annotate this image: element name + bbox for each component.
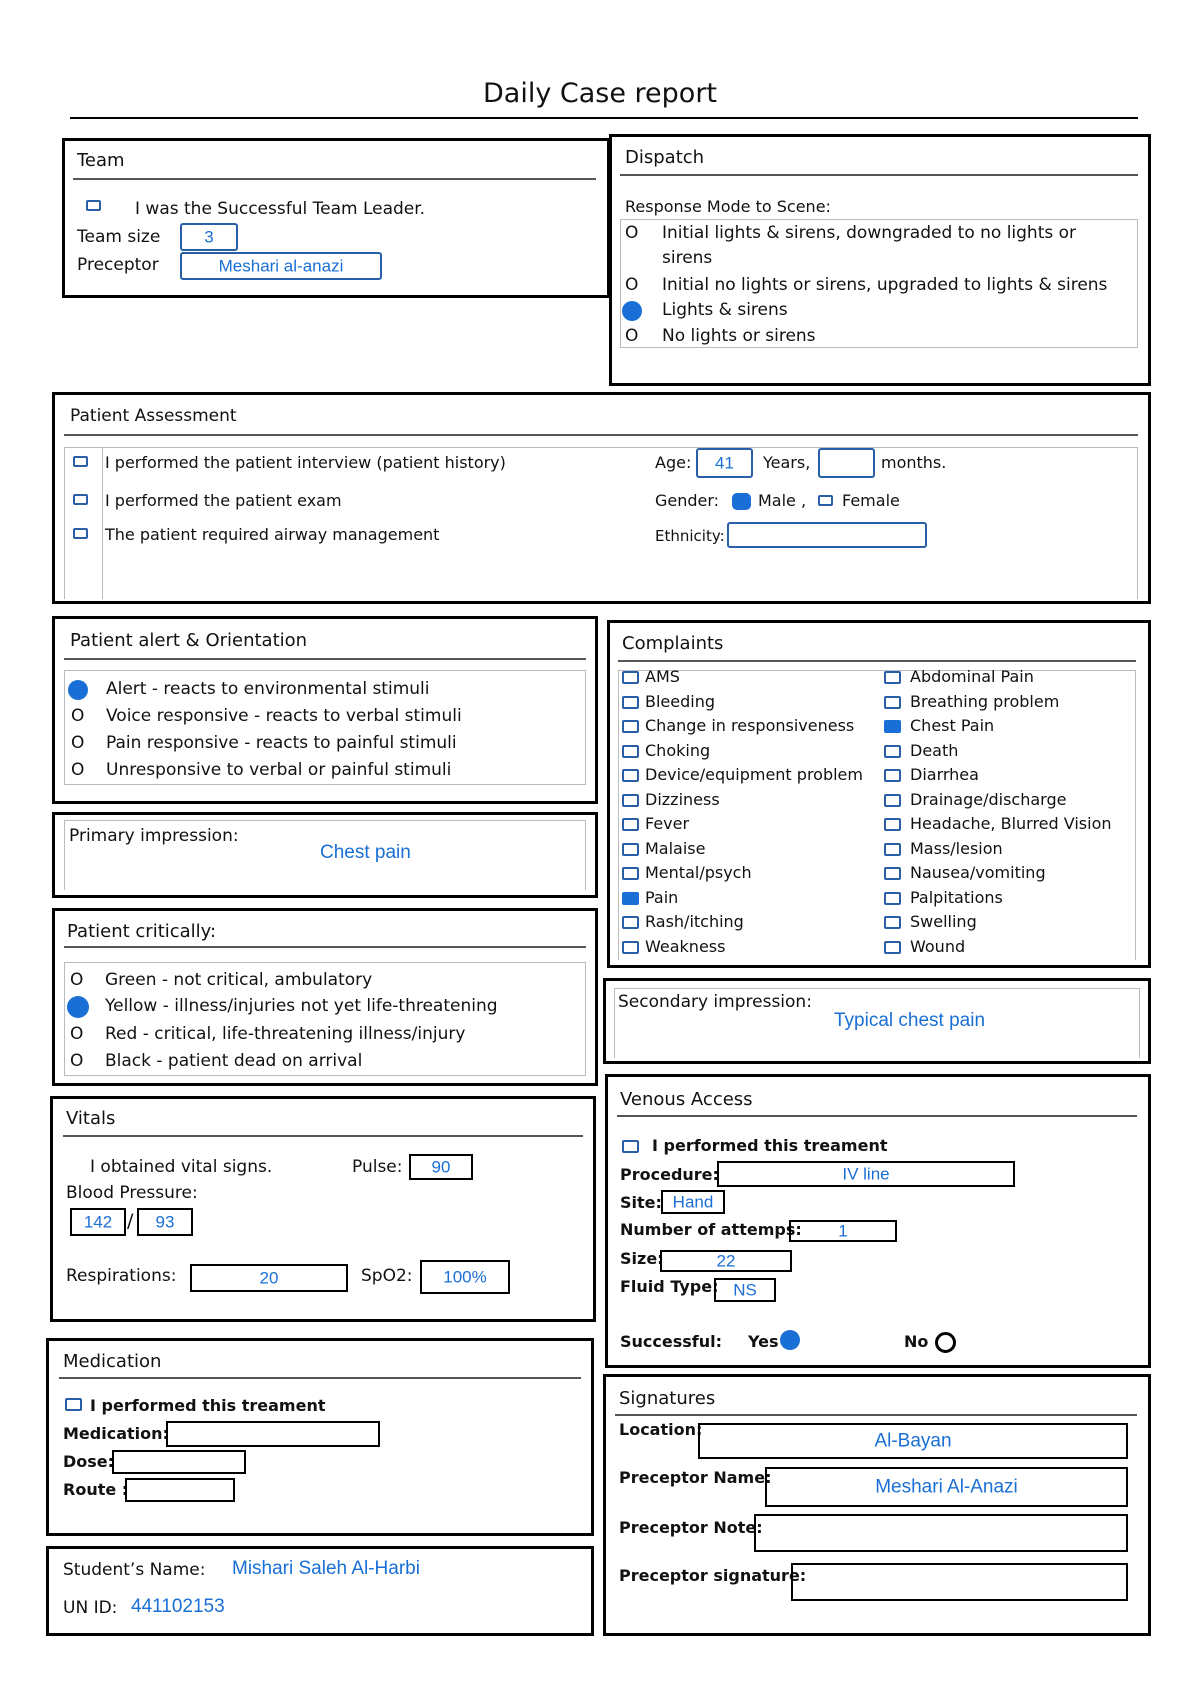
preceptor-name-label: Preceptor Name:: [619, 1468, 772, 1487]
fluid-type-field[interactable]: NS: [714, 1278, 776, 1302]
medication-heading: Medication: [63, 1351, 162, 1372]
interview-label: I performed the patient interview (patient history): [105, 453, 506, 472]
complaint-bleeding-checkbox[interactable]: [622, 696, 639, 709]
complaint-mass-lesion-label: Mass/lesion: [910, 838, 1003, 858]
location-label: Location:: [619, 1420, 703, 1439]
primary-impression-value[interactable]: Chest pain: [320, 842, 411, 863]
student-name-value[interactable]: Mishari Saleh Al-Harbi: [232, 1558, 420, 1579]
dispatch-divider: [620, 174, 1138, 176]
complaint-device-equipment-problem-checkbox[interactable]: [622, 769, 639, 782]
complaint-wound-checkbox[interactable]: [884, 941, 901, 954]
spo2-field[interactable]: 100%: [420, 1260, 510, 1294]
student-id-label: UN ID:: [63, 1598, 118, 1618]
complaint-headache-blurred-vision-label: Headache, Blurred Vision: [910, 814, 1112, 833]
secondary-impression-value[interactable]: Typical chest pain: [834, 1010, 986, 1031]
complaints-heading: Complaints: [622, 633, 724, 654]
successful-no-radio[interactable]: [935, 1332, 956, 1353]
preceptor-note-label: Preceptor Note:: [619, 1518, 763, 1537]
pulse-label: Pulse:: [352, 1157, 403, 1177]
vitals-obtained-label: I obtained vital signs.: [90, 1157, 273, 1177]
criticality-option-3-marker[interactable]: O: [70, 1024, 84, 1044]
criticality-option-2-radio-selected[interactable]: [67, 996, 89, 1018]
successful-yes-radio-selected[interactable]: [780, 1330, 800, 1350]
bp-systolic-field[interactable]: 142: [70, 1208, 126, 1236]
alert-option-2-label: Voice responsive - reacts to verbal stimuli: [106, 706, 462, 726]
student-name-label: Student’s Name:: [63, 1560, 206, 1580]
title-divider: [70, 117, 1138, 119]
complaint-pain-label: Pain: [645, 887, 679, 907]
complaint-palpitations-label: Palpitations: [910, 887, 1003, 907]
successful-yes-label: Yes: [748, 1332, 779, 1351]
response-mode-label: Response Mode to Scene:: [625, 197, 831, 216]
team-leader-checkbox[interactable]: [86, 200, 101, 211]
complaint-death-label: Death: [910, 740, 959, 760]
route-label: Route :: [63, 1480, 129, 1499]
alert-divider: [64, 658, 586, 660]
age-label: Age:: [655, 453, 692, 472]
successful-no-label: No: [904, 1332, 929, 1351]
alert-option-3-marker[interactable]: O: [71, 733, 85, 753]
complaint-breathing-problem-label: Breathing problem: [910, 691, 1060, 711]
dispatch-option-1-marker[interactable]: O: [625, 223, 639, 243]
complaint-ams-label: AMS: [645, 667, 680, 686]
dose-label: Dose:: [63, 1452, 115, 1471]
site-field[interactable]: Hand: [661, 1190, 725, 1214]
complaint-malaise-label: Malaise: [645, 838, 706, 858]
criticality-divider: [64, 946, 586, 948]
dispatch-option-3-label: Lights & sirens: [662, 300, 788, 320]
venous-performed-checkbox[interactable]: [622, 1140, 639, 1153]
dispatch-option-1-label-cont: sirens: [662, 248, 713, 268]
medication-performed-label: I performed this treament: [90, 1396, 326, 1415]
dispatch-heading: Dispatch: [625, 147, 705, 168]
exam-label: I performed the patient exam: [105, 491, 342, 510]
size-label: Size:: [620, 1249, 664, 1268]
dispatch-option-2-label: Initial no lights or sirens, upgraded to lights & sirens: [662, 275, 1108, 295]
complaint-change-in-responsiveness-label: Change in responsiveness: [645, 716, 855, 735]
team-heading: Team: [77, 150, 125, 171]
procedure-field[interactable]: IV line: [717, 1161, 1015, 1187]
alert-option-2-marker[interactable]: O: [71, 706, 85, 726]
vitals-heading: Vitals: [66, 1108, 116, 1129]
respirations-field[interactable]: 20: [190, 1264, 348, 1292]
medication-field[interactable]: [166, 1421, 380, 1447]
venous-divider: [617, 1115, 1137, 1117]
ethnicity-label: Ethnicity:: [655, 527, 725, 545]
patient-assessment-heading: Patient Assessment: [70, 406, 237, 426]
criticality-option-4-marker[interactable]: O: [70, 1051, 84, 1071]
alert-option-1-label: Alert - reacts to environmental stimuli: [106, 679, 430, 699]
attempts-label: Number of attemps:: [620, 1220, 802, 1239]
complaint-fever-checkbox[interactable]: [622, 818, 639, 831]
vitals-divider: [63, 1135, 583, 1137]
bp-separator: /: [127, 1210, 134, 1232]
signatures-heading: Signatures: [619, 1388, 716, 1409]
dispatch-option-1-label: Initial lights & sirens, downgraded to no lights or: [662, 223, 1077, 243]
preceptor-field[interactable]: Meshari al-anazi: [180, 252, 382, 280]
months-field[interactable]: [818, 448, 875, 478]
airway-label: The patient required airway management: [105, 525, 440, 544]
criticality-option-3-label: Red - critical, life-threatening illness/injury: [105, 1024, 466, 1044]
route-field[interactable]: [125, 1478, 235, 1502]
complaint-drainage-discharge-label: Drainage/discharge: [910, 789, 1067, 809]
dose-field[interactable]: [112, 1450, 246, 1474]
preceptor-signature-label: Preceptor signature:: [619, 1566, 807, 1585]
dispatch-option-4-marker[interactable]: O: [625, 326, 639, 346]
complaint-headache-blurred-vision-checkbox[interactable]: [884, 818, 901, 831]
complaint-diarrhea-checkbox[interactable]: [884, 769, 901, 782]
years-label: Years,: [763, 453, 811, 472]
alert-option-1-radio-selected[interactable]: [68, 680, 88, 700]
assessment-divider: [64, 434, 1138, 436]
team-leader-label: I was the Successful Team Leader.: [135, 199, 426, 219]
complaint-nausea-vomiting-checkbox[interactable]: [884, 867, 901, 880]
complaint-wound-label: Wound: [910, 936, 966, 956]
alert-option-4-label: Unresponsive to verbal or painful stimuli: [106, 760, 452, 780]
complaint-diarrhea-label: Diarrhea: [910, 765, 979, 784]
alert-option-4-marker[interactable]: O: [71, 760, 85, 780]
medication-label: Medication:: [63, 1424, 169, 1443]
criticality-heading: Patient critically:: [67, 921, 217, 942]
secondary-impression-label: Secondary impression:: [618, 992, 812, 1012]
complaint-dizziness-label: Dizziness: [645, 789, 720, 809]
procedure-label: Procedure:: [620, 1165, 719, 1184]
complaint-abdominal-pain-label: Abdominal Pain: [910, 667, 1034, 686]
signatures-divider: [615, 1414, 1137, 1416]
team-size-label: Team size: [77, 227, 161, 247]
criticality-option-1-marker[interactable]: O: [70, 970, 84, 990]
airway-checkbox[interactable]: [73, 528, 88, 539]
complaint-rash-itching-label: Rash/itching: [645, 912, 744, 931]
criticality-option-4-label: Black - patient dead on arrival: [105, 1051, 363, 1071]
location-field[interactable]: Al-Bayan: [698, 1423, 1128, 1459]
complaint-swelling-checkbox[interactable]: [884, 916, 901, 929]
successful-label: Successful:: [620, 1332, 723, 1351]
female-label: Female: [842, 491, 900, 510]
complaint-drainage-discharge-checkbox[interactable]: [884, 794, 901, 807]
complaint-rash-itching-checkbox[interactable]: [622, 916, 639, 929]
team-size-field[interactable]: 3: [180, 223, 238, 251]
complaints-divider: [618, 660, 1136, 662]
complaint-device-equipment-problem-label: Device/equipment problem: [645, 765, 863, 784]
complaint-nausea-vomiting-label: Nausea/vomiting: [910, 863, 1046, 882]
gender-label: Gender:: [655, 491, 720, 510]
complaint-ams-checkbox[interactable]: [622, 671, 639, 684]
complaint-mental-psych-checkbox[interactable]: [622, 867, 639, 880]
venous-performed-label: I performed this treament: [652, 1136, 888, 1155]
complaint-weakness-label: Weakness: [645, 936, 726, 956]
venous-access-heading: Venous Access: [620, 1089, 753, 1110]
respirations-label: Respirations:: [66, 1266, 177, 1286]
pulse-field[interactable]: 90: [409, 1154, 473, 1180]
spo2-label: SpO2:: [361, 1266, 413, 1286]
exam-checkbox[interactable]: [73, 494, 88, 505]
site-label: Site:: [620, 1193, 662, 1212]
complaint-swelling-label: Swelling: [910, 912, 977, 931]
preceptor-label: Preceptor: [77, 255, 159, 275]
bp-diastolic-field[interactable]: 93: [137, 1208, 193, 1236]
complaint-dizziness-checkbox[interactable]: [622, 794, 639, 807]
dispatch-option-4-label: No lights or sirens: [662, 326, 816, 346]
complaint-palpitations-checkbox[interactable]: [884, 892, 901, 905]
page-title: Daily Case report: [482, 78, 718, 109]
medication-divider: [59, 1377, 581, 1379]
complaint-malaise-checkbox[interactable]: [622, 843, 639, 856]
age-field[interactable]: 41: [696, 448, 753, 478]
complaint-fever-label: Fever: [645, 814, 690, 833]
criticality-option-1-label: Green - not critical, ambulatory: [105, 970, 373, 990]
interview-checkbox[interactable]: [73, 456, 88, 467]
student-id-value[interactable]: 441102153: [131, 1596, 225, 1617]
complaint-choking-label: Choking: [645, 740, 711, 760]
complaint-weakness-checkbox[interactable]: [622, 941, 639, 954]
preceptor-note-field[interactable]: [754, 1514, 1128, 1552]
criticality-option-2-label: Yellow - illness/injuries not yet life-threatening: [105, 996, 498, 1016]
dispatch-option-2-marker[interactable]: O: [625, 275, 639, 295]
dispatch-option-3-radio-selected[interactable]: [622, 301, 642, 321]
size-field[interactable]: 22: [660, 1250, 792, 1272]
complaint-death-checkbox[interactable]: [884, 745, 901, 758]
complaint-mass-lesion-checkbox[interactable]: [884, 843, 901, 856]
fluid-type-label: Fluid Type:: [620, 1277, 719, 1296]
female-checkbox[interactable]: [818, 495, 833, 506]
assessment-column-line: [102, 447, 103, 599]
complaint-mental-psych-label: Mental/psych: [645, 863, 752, 882]
complaint-chest-pain-checkbox[interactable]: [884, 720, 901, 733]
blood-pressure-label: Blood Pressure:: [66, 1183, 198, 1203]
complaint-change-in-responsiveness-checkbox[interactable]: [622, 720, 639, 733]
ethnicity-field[interactable]: [727, 522, 927, 548]
complaint-breathing-problem-checkbox[interactable]: [884, 696, 901, 709]
alert-option-3-label: Pain responsive - reacts to painful stimuli: [106, 733, 457, 753]
complaint-choking-checkbox[interactable]: [622, 745, 639, 758]
attempts-field[interactable]: 1: [789, 1220, 897, 1242]
male-label: Male ,: [758, 491, 807, 510]
complaint-bleeding-label: Bleeding: [645, 691, 716, 711]
preceptor-name-field[interactable]: Meshari Al-Anazi: [765, 1467, 1128, 1507]
preceptor-signature-field[interactable]: [791, 1563, 1128, 1601]
team-divider: [73, 178, 596, 180]
alert-orientation-heading: Patient alert & Orientation: [70, 630, 308, 651]
complaint-chest-pain-label: Chest Pain: [910, 716, 995, 735]
complaint-pain-checkbox[interactable]: [622, 892, 639, 905]
medication-performed-checkbox[interactable]: [65, 1398, 82, 1411]
male-radio-selected[interactable]: [732, 493, 751, 510]
months-label: months.: [881, 453, 947, 472]
primary-impression-label: Primary impression:: [69, 826, 239, 846]
complaint-abdominal-pain-checkbox[interactable]: [884, 671, 901, 684]
